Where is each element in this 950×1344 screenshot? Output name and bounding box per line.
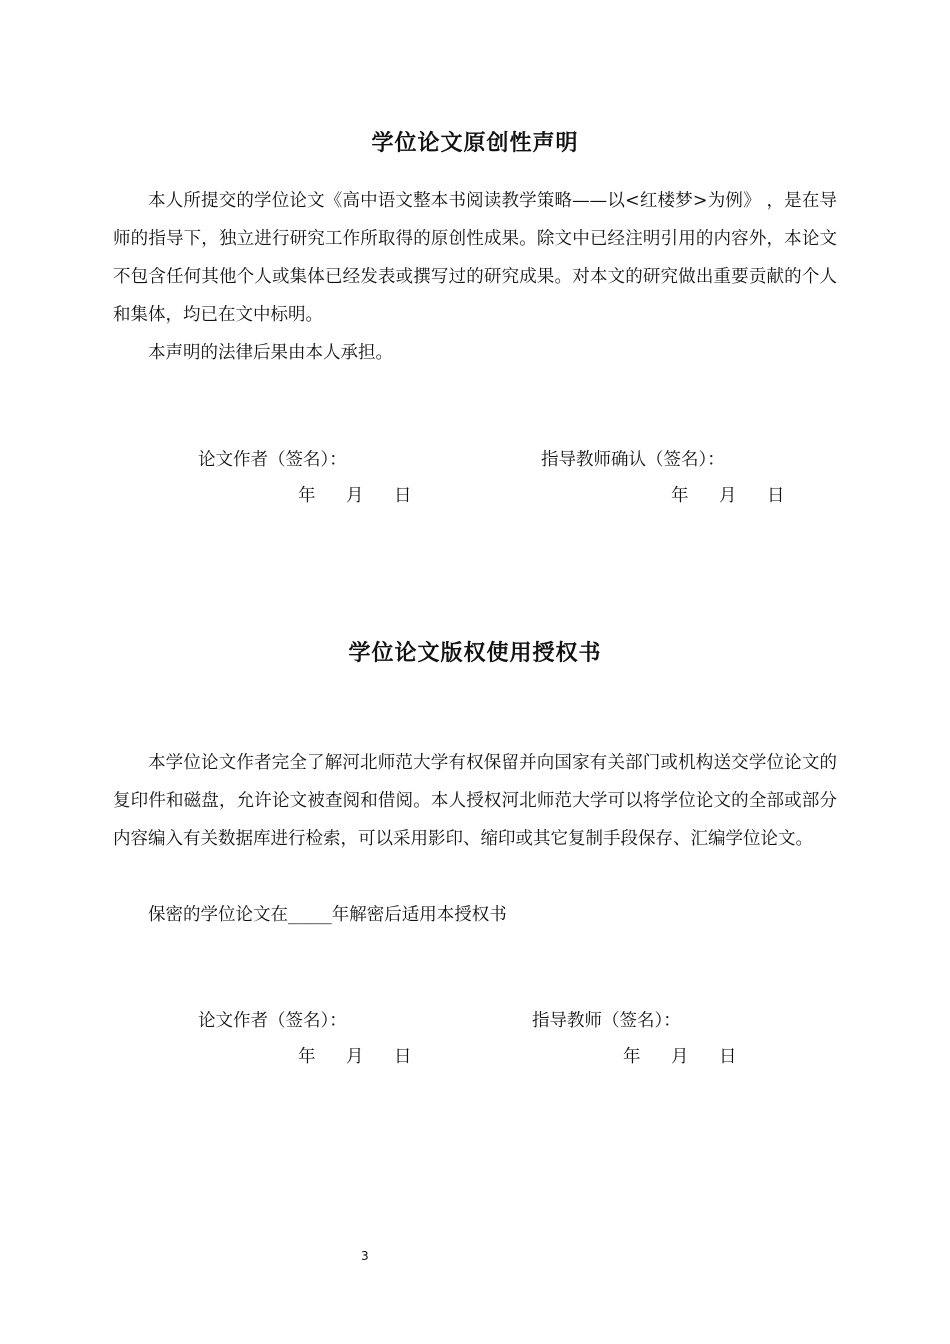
copyright-author-signature-label: 论文作者（签名）： xyxy=(198,1011,347,1031)
originality-author-date-month: 月 xyxy=(346,486,364,506)
originality-advisor-signature-label: 指导教师确认（签名）： xyxy=(541,450,725,470)
originality-advisor-date-month: 月 xyxy=(719,486,737,506)
copyright-title: 学位论文版权使用授权书 xyxy=(348,641,602,666)
originality-author-signature-label: 论文作者（签名）： xyxy=(198,450,347,470)
originality-advisor-date-year: 年 xyxy=(671,486,689,506)
copyright-advisor-date-day: 日 xyxy=(719,1047,737,1067)
originality-advisor-date-day: 日 xyxy=(767,486,785,506)
copyright-author-date-day: 日 xyxy=(394,1047,412,1067)
copyright-advisor-date-year: 年 xyxy=(623,1047,641,1067)
originality-author-date-day: 日 xyxy=(394,486,412,506)
originality-author-date-year: 年 xyxy=(298,486,316,506)
copyright-paragraph-1: 本学位论文作者完全了解河北师范大学有权保留并向国家有关部门或机构送交学位论文的复印件和磁盘，允许论文被查阅和借阅。本人授权河北师范大学可以将学位论文的全部或部分内容编入有关数据库进行检索，可以采用影印、缩印或其它复制手段保存、汇编学位论文。 xyxy=(113,753,837,849)
originality-paragraph-2: 本声明的法律后果由本人承担。 xyxy=(148,343,393,363)
copyright-advisor-signature-label: 指导教师（签名）： xyxy=(532,1011,681,1031)
copyright-author-date-year: 年 xyxy=(298,1047,316,1067)
copyright-author-date-month: 月 xyxy=(346,1047,364,1067)
page-number: 3 xyxy=(361,1249,369,1263)
copyright-paragraph-2: 保密的学位论文在_____年解密后适用本授权书 xyxy=(148,905,507,925)
originality-title: 学位论文原创性声明 xyxy=(371,131,579,156)
copyright-advisor-date-month: 月 xyxy=(671,1047,689,1067)
originality-paragraph-1: 本人所提交的学位论文《高中语文整本书阅读教学策略——以<红楼梦>为例》 ，是在导师的指导下，独立进行研究工作所取得的原创性成果。除文中已经注明引用的内容外，本论文不包含任何其他个人或集体已经发表或撰写过的研究成果。对本文的研究做出重要贡献的个人和集体，均已在文中标明。 xyxy=(113,191,837,325)
